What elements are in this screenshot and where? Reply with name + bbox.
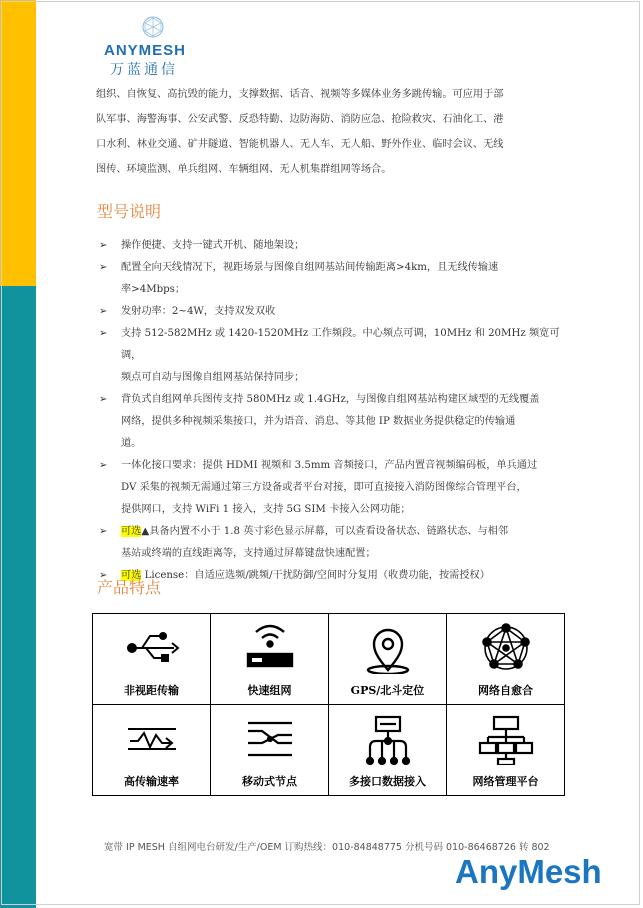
location-pin-icon bbox=[358, 622, 418, 674]
bullet-text: 发射功率：2~4W，支持双发双收 bbox=[121, 306, 276, 317]
bullet-line bbox=[121, 389, 561, 411]
bullet-line bbox=[121, 235, 561, 257]
bullet-text: 道。 bbox=[121, 438, 142, 449]
anymesh-logo bbox=[104, 14, 204, 78]
bullet-text: ▲具备内置不小于 1.8 英寸彩色显示屏幕，可以查看设备状态、链路状态、与相邻 bbox=[141, 526, 509, 537]
bullet-arrow-icon: ➢ bbox=[99, 306, 108, 317]
section-title-model: 型号说明 bbox=[97, 202, 162, 221]
feature-row bbox=[93, 614, 565, 705]
bullet-text: 支持 512-582MHz 或 1420-1520MHz 工作频段。中心频点可调，10MHz 和 20MHz 频宽可调， bbox=[121, 328, 560, 361]
bullet-arrow-icon: ➢ bbox=[99, 526, 108, 537]
feature-cell bbox=[211, 614, 329, 705]
bullet-item bbox=[99, 565, 561, 587]
bullet-line bbox=[121, 257, 561, 279]
bullet-line bbox=[121, 499, 561, 521]
bullet-text: 一体化接口要求：提供 HDMI 视频和 3.5mm 音频接口，产品内置音视频编码板，单兵通过 bbox=[121, 460, 538, 471]
intro-line: 队军事、海警海事、公安武警、反恐特勤、边防海防、消防应急、抢险救灾、石油化工、港 bbox=[96, 114, 504, 125]
feature-grid bbox=[92, 613, 565, 796]
feature-row bbox=[93, 705, 565, 796]
intro-paragraph bbox=[96, 82, 558, 182]
logo-brand-en: ANYMESH bbox=[104, 42, 187, 59]
intro-line: 组织、自恢复、高抗毁的能力，支撑数据、话音、视频等多媒体业务多跳传输。可应用于部 bbox=[96, 89, 504, 100]
bullet-line bbox=[121, 301, 561, 323]
bullet-arrow-icon: ➢ bbox=[99, 262, 108, 273]
bullet-item bbox=[99, 455, 561, 521]
router-icon bbox=[240, 622, 300, 674]
section-title-features: 产品特点 bbox=[97, 578, 162, 597]
bullet-line bbox=[121, 565, 561, 587]
feature-label: 网络管理平台 bbox=[472, 775, 539, 788]
bullet-line bbox=[121, 279, 561, 301]
intro-line: 口水利、林业交通、矿井隧道、智能机器人、无人车、无人船、野外作业、临时会议、无线 bbox=[96, 139, 504, 150]
feature-cell bbox=[93, 705, 211, 796]
bullet-line bbox=[121, 433, 561, 455]
multi-port-icon bbox=[358, 713, 418, 765]
feature-label: 多接口数据接入 bbox=[349, 775, 426, 788]
feature-cell bbox=[447, 705, 565, 796]
bullet-item bbox=[99, 389, 561, 455]
teal-side-bar bbox=[0, 286, 36, 908]
bullet-text: 频点可自动与图像自组网基站保持同步； bbox=[121, 372, 305, 383]
bullet-arrow-icon: ➢ bbox=[99, 460, 108, 471]
bullet-text: 基站或终端的直线距离等，支持通过屏幕键盘快速配置； bbox=[121, 548, 376, 559]
bullet-text: 背负式自组网单兵图传支持 580MHz 或 1.4GHz，与图像自组网基站构建区域型的无线覆盖 bbox=[121, 394, 540, 405]
bullet-line bbox=[121, 477, 561, 499]
bullet-item bbox=[99, 301, 561, 323]
bullet-text: DV 采集的视频无需通过第三方设备或者平台对接，即可直接接入消防图像综合管理平台， bbox=[121, 482, 527, 493]
footer-contact: 宽带 IP MESH 自组网电台研发/生产/OEM 订购热线：010-84848775 分机号码 010-86468726 转 802 bbox=[104, 842, 550, 853]
feature-label: GPS/北斗定位 bbox=[350, 684, 425, 697]
bullet-arrow-icon: ➢ bbox=[99, 240, 108, 251]
feature-cell bbox=[93, 614, 211, 705]
feature-label: 高传输速率 bbox=[124, 775, 179, 788]
bullet-arrow-icon: ➢ bbox=[99, 394, 108, 405]
model-bullet-list bbox=[99, 235, 561, 587]
logo-globe-icon bbox=[140, 14, 166, 40]
bullet-arrow-icon: ➢ bbox=[99, 570, 108, 581]
bullet-item bbox=[99, 235, 561, 257]
bullet-arrow-icon: ➢ bbox=[99, 328, 108, 339]
bullet-text: 网络，提供多种视频采集接口，并为语音、消息、等其他 IP 数据业务提供稳定的传输通 bbox=[121, 416, 516, 427]
bullet-item bbox=[99, 323, 561, 389]
optional-highlight: 可选 bbox=[121, 570, 142, 581]
usb-icon bbox=[122, 622, 182, 674]
intro-line: 图传、环境监测、单兵组网、车辆组网、无人机集群组网等场合。 bbox=[96, 164, 392, 175]
bullet-item bbox=[99, 257, 561, 301]
bullet-text: 率>4Mbps； bbox=[121, 284, 186, 295]
speed-wave-icon bbox=[122, 713, 182, 765]
bullet-text: 配置全向天线情况下，视距场景与图像自组网基站间传输距离>4km，且无线传输速 bbox=[121, 262, 499, 273]
network-management-icon bbox=[476, 713, 536, 765]
feature-cell bbox=[447, 614, 565, 705]
bullet-item bbox=[99, 521, 561, 565]
bullet-text: License：自适应选频/跳频/干扰防御/空间时分复用（收费功能，按需授权） bbox=[141, 570, 490, 581]
yellow-side-bar bbox=[0, 0, 36, 286]
feature-cell bbox=[211, 705, 329, 796]
feature-label: 移动式节点 bbox=[242, 775, 297, 788]
mobile-node-icon bbox=[240, 713, 300, 765]
bullet-text: 操作便捷、支持一键式开机、随地架设； bbox=[121, 240, 305, 251]
footer-brand-text: AnyMesh bbox=[455, 853, 602, 890]
bullet-line bbox=[121, 411, 561, 433]
bullet-text: 提供网口，支持 WiFi 1 接入，支持 5G SIM 卡接入公网功能； bbox=[121, 504, 411, 515]
bullet-line bbox=[121, 323, 561, 367]
bullet-line bbox=[121, 455, 561, 477]
footer-brand bbox=[455, 853, 602, 891]
logo-brand-cn: 万蓝通信 bbox=[110, 62, 178, 78]
bullet-line bbox=[121, 521, 561, 543]
feature-cell bbox=[329, 705, 447, 796]
mesh-network-icon bbox=[476, 622, 536, 674]
feature-label: 非视距传输 bbox=[124, 684, 179, 697]
bullet-line bbox=[121, 367, 561, 389]
feature-label: 网络自愈合 bbox=[478, 684, 533, 697]
optional-highlight: 可选 bbox=[121, 526, 142, 537]
feature-label: 快速组网 bbox=[247, 684, 292, 697]
bullet-line bbox=[121, 543, 561, 565]
feature-cell bbox=[329, 614, 447, 705]
